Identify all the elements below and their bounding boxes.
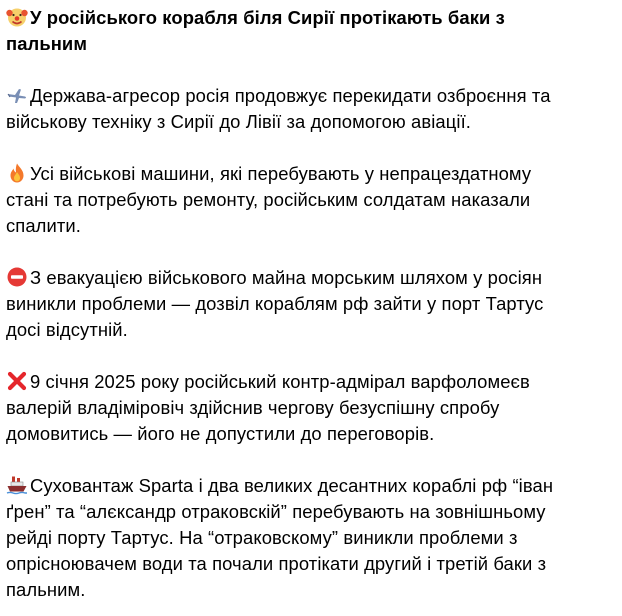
post-headline bbox=[6, 5, 614, 57]
paragraph-5-line-5: пальним. bbox=[6, 579, 86, 600]
paragraph-2 bbox=[6, 161, 614, 239]
fire-icon bbox=[6, 162, 28, 184]
paragraph-5-line-3: рейді порту Тартус. На “отраковскому” виникли проблеми з bbox=[6, 527, 518, 548]
clown-face-icon bbox=[6, 6, 28, 28]
ship-icon bbox=[6, 474, 28, 496]
paragraph-1-line-2: військову техніку з Сирії до Лівії за допомогою авіації. bbox=[6, 111, 471, 132]
no-entry-icon bbox=[6, 266, 28, 288]
paragraph-5-line-4: опрісноювачем води та почали протікати другий і третій баки з bbox=[6, 553, 547, 574]
paragraph-1-line-1: Держава-агресор росія продовжує перекидати озброєння та bbox=[30, 85, 551, 106]
cross-mark-icon bbox=[6, 370, 28, 392]
paragraph-3 bbox=[6, 265, 614, 343]
paragraph-5-line-1: Суховантаж Sparta і два великих десантних кораблі рф “іван bbox=[30, 475, 554, 496]
paragraph-2-line-3: спалити. bbox=[6, 215, 81, 236]
paragraph-2-line-2: стані та потребують ремонту, російським солдатам наказали bbox=[6, 189, 531, 210]
paragraph-3-line-2: виникли проблеми — дозвіл кораблям рф зайти у порт Тартус bbox=[6, 293, 544, 314]
headline-line-2: пальним bbox=[6, 33, 88, 54]
paragraph-2-line-1: Усі військові машини, які перебувають у непрацездатному bbox=[30, 163, 532, 184]
paragraph-1 bbox=[6, 83, 614, 135]
paragraph-4-line-1: 9 січня 2025 року російський контр-адмірал варфоломеєв bbox=[30, 371, 530, 392]
paragraph-3-line-1: З евакуацією військового майна морським шляхом у росіян bbox=[30, 267, 543, 288]
paragraph-4-line-3: домовитись — його не допустили до переговорів. bbox=[6, 423, 435, 444]
paragraph-5-line-2: ґрен” та “алєксандр отраковскій” перебувають на зовнішньому bbox=[6, 501, 546, 522]
airplane-icon bbox=[6, 84, 28, 106]
paragraph-4 bbox=[6, 369, 614, 447]
headline-line-1: У російського корабля біля Сирії протікають баки з bbox=[30, 7, 505, 28]
paragraph-5 bbox=[6, 473, 614, 603]
paragraph-4-line-2: валерій владіміровіч здійснив чергову безуспішну спробу bbox=[6, 397, 500, 418]
paragraph-3-line-3: досі відсутній. bbox=[6, 319, 128, 340]
